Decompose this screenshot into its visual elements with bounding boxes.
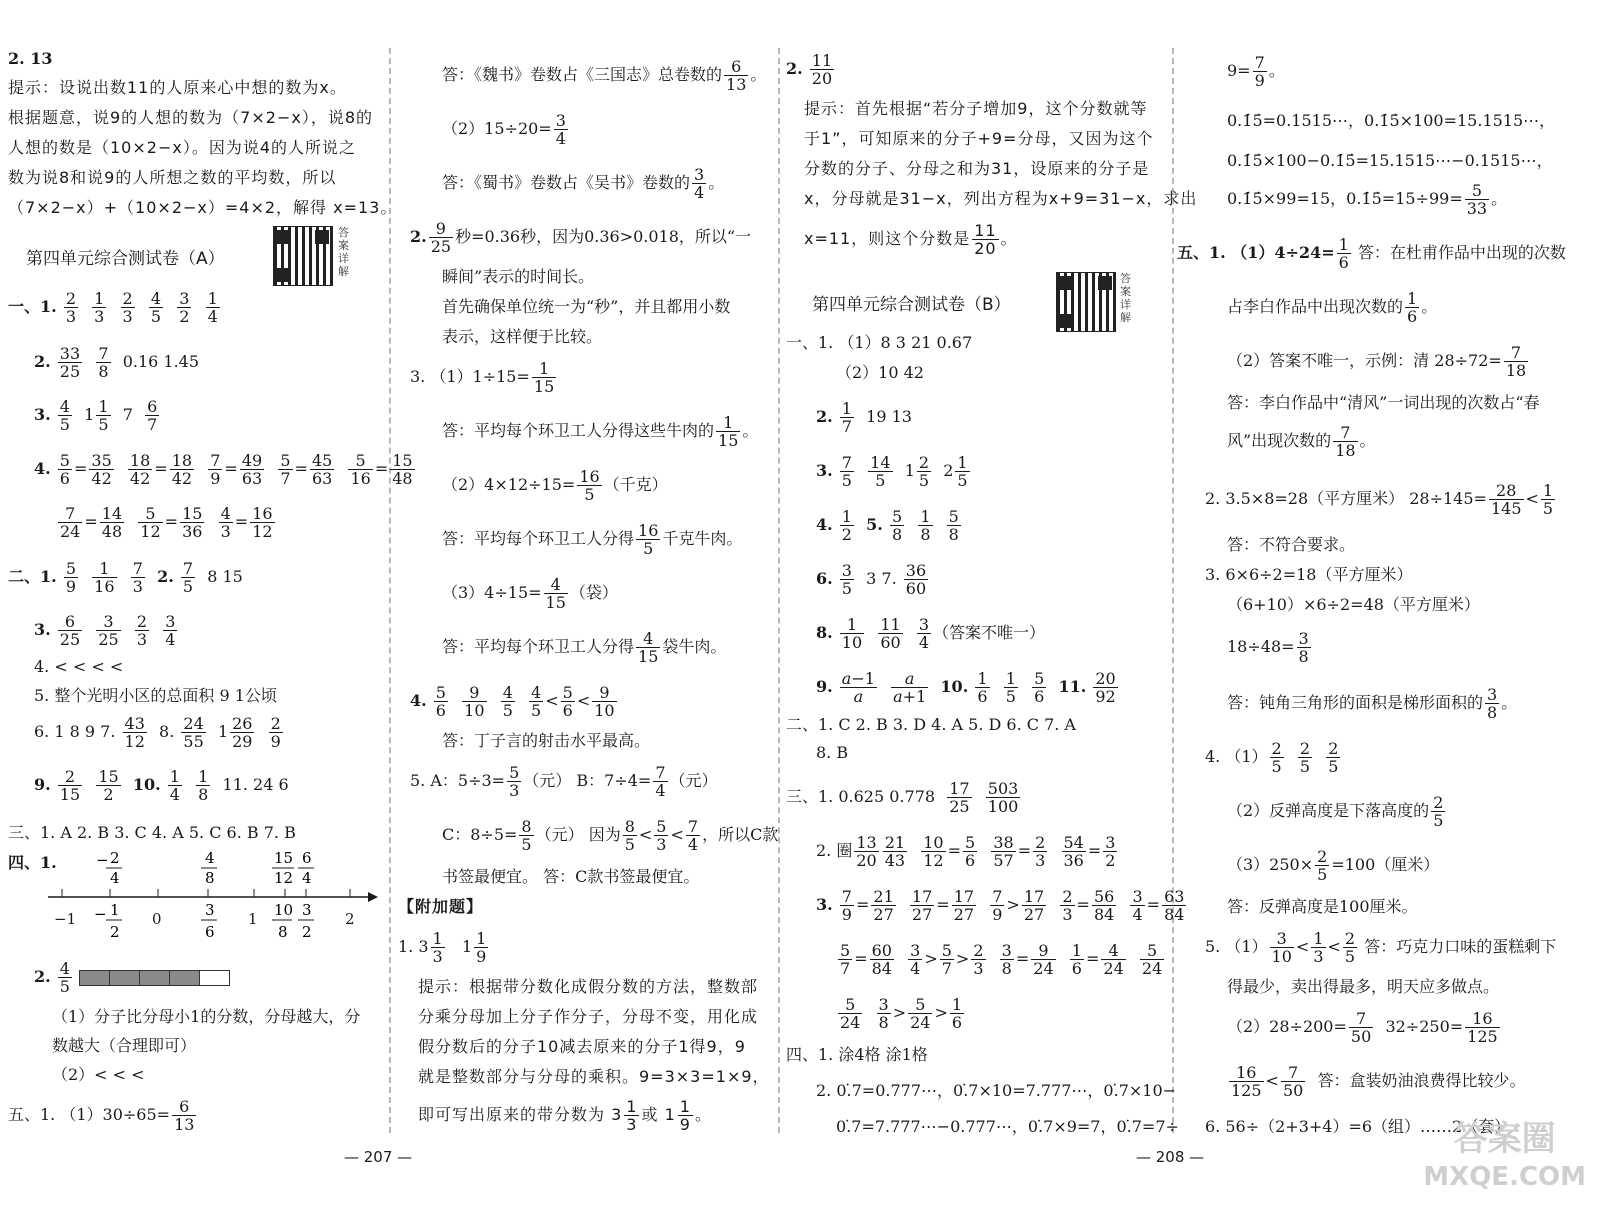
answer-line: 风”出现次数的 $\frac{7}{18}$ 。 xyxy=(1227,423,1376,460)
hint-line: 人想的数是（10×2−x）。因为说4的人所说之 xyxy=(8,138,357,157)
answer-line: 5. A：5÷3= $\frac{5}{3}$ （元） B：7÷4= $\frac{7}{4}$ （元） xyxy=(410,763,718,800)
answer-line: （1）分子比分母小1的分数，分母越大，分 xyxy=(52,1007,361,1026)
answer-line: 二、1. $\frac{5}{9}$ $\frac{1}{16}$ $\frac{7}{3}$ 2. $\frac{7}{5}$ 8 15 xyxy=(8,559,243,596)
number-line-label: 2 xyxy=(345,910,355,928)
answer-line: 2. $\frac{9}{25}$ 秒=0.36秒，因为0.36>0.018，所以“一 xyxy=(410,219,752,256)
hint-line: 数为说8和说9的人所想之数的平均数，所以 xyxy=(8,168,337,187)
answer-line: 数越大（合理即可） xyxy=(52,1036,197,1055)
answer-line: 5. 整个光明小区的总面积 9 1公顷 xyxy=(34,686,277,705)
answer-line: 2. $\frac{33}{25}$ $\frac{7}{8}$ 0.16 1.45 xyxy=(34,344,200,381)
answer-line: （2）28÷200= $\frac{7}{50}$ 32÷250= $\frac{16}{125}$ xyxy=(1227,1009,1498,1046)
fraction-label: 12 xyxy=(274,869,294,887)
fraction-label: 2 xyxy=(110,923,120,941)
hint-line: 分数的分子、分母之和为31，设原来的分子是 xyxy=(804,159,1150,178)
answer-line: 18÷48= $\frac{3}{8}$ xyxy=(1227,629,1309,666)
fraction-label: 3 xyxy=(205,901,215,919)
section-title: 【附加题】 xyxy=(398,897,484,916)
answer-line: 0.1̇5̇×99=15，0.1̇5̇=15÷99= $\frac{5}{33}$ 。 xyxy=(1227,181,1508,218)
answer-line: 5. （1） $\frac{3}{10}$ < $\frac{1}{3}$ < $\frac{2}{5}$ 答：巧克力口味的蛋糕剩下 xyxy=(1205,929,1557,966)
fraction-label: 6 xyxy=(205,923,215,941)
answer-line: 1. 3 $\frac{1}{3}$ 1 $\frac{1}{9}$ xyxy=(398,929,487,966)
number-line-label: 0 xyxy=(152,910,162,928)
fraction-label: 2 xyxy=(110,849,120,867)
answer-line: 6. 1 8 9 7. $\frac{43}{12}$ 8. $\frac{24}{55}$ 1 $\frac{26}{29}$ $\frac{2}{9}$ xyxy=(34,714,281,751)
answer-line: （2）反弹高度是下落高度的 $\frac{2}{5}$ xyxy=(1227,793,1444,830)
hint-line: 假分数后的分子10减去原来的分子1得9，9 xyxy=(418,1037,746,1056)
answer-line: 瞬间”表示的时间长。 xyxy=(442,267,595,286)
answer-line: 2. 3.5×8=28（平方厘米） 28÷145= $\frac{28}{145}$ < $\frac{1}{5}$ xyxy=(1205,481,1554,518)
fraction-label: 15 xyxy=(274,849,294,867)
answer-line: 2. 0.̇7=0.777⋯，0.̇7×10=7.777⋯，0.̇7×10− xyxy=(816,1081,1177,1100)
answer-line: 答：反弹高度是100厘米。 xyxy=(1227,897,1418,916)
answer-line: 一、1. $\frac{2}{3}$ $\frac{1}{3}$ $\frac{2}{3}$ $\frac{4}{5}$ $\frac{3}{2}$ $\frac{1}{4}$ xyxy=(8,289,218,326)
page-number: — 207 — xyxy=(344,1148,413,1166)
answer-line: 一、1. （1）8 3 21 0.67 xyxy=(786,333,973,352)
answer-line: （2）< < < xyxy=(52,1065,145,1084)
column-divider xyxy=(1172,48,1174,1133)
hint-line: 就是整数部分与分母的乘积。9=3×3=1×9， xyxy=(418,1067,770,1086)
answer-line: （3）4÷15= $\frac{4}{15}$ （袋） xyxy=(442,575,618,612)
answer-line: 4. < < < < xyxy=(34,657,124,676)
fraction-label: − xyxy=(94,905,107,923)
watermark-title: 答案圈 xyxy=(1453,1119,1556,1159)
answer-line: 二、1. C 2. B 3. D 4. A 5. D 6. C 7. A xyxy=(786,715,1076,734)
answer-line: 五、1. （1）4÷24= $\frac{1}{6}$ 答：在杜甫作品中出现的次数 xyxy=(1177,235,1566,272)
number-line-label: 1 xyxy=(248,910,258,928)
answer-line: 9= $\frac{7}{9}$ 。 xyxy=(1227,53,1285,90)
answer-line: 3. $\frac{6}{25}$ $\frac{3}{25}$ $\frac{2}{3}$ $\frac{3}{4}$ xyxy=(34,612,176,649)
page-number: — 208 — xyxy=(1136,1148,1205,1166)
answer-line: 答：平均每个环卫工人分得 $\frac{4}{15}$ 袋牛肉。 xyxy=(442,629,727,666)
answer-line: 2. 13 xyxy=(8,49,53,68)
answer-line: 8. B xyxy=(816,743,849,762)
answer-line: 4. （1） $\frac{2}{5}$ $\frac{2}{5}$ $\frac{2}{5}$ xyxy=(1205,739,1339,776)
section-title: 第四单元综合测试卷（B） xyxy=(812,295,1011,315)
fraction-label: 4 xyxy=(110,869,120,887)
answer-line: 五、1. （1）30÷65= $\frac{6}{13}$ xyxy=(8,1097,195,1134)
answer-line: 8. $\frac{1}{10}$ $\frac{11}{60}$ $\frac{3}{4}$ （答案不唯一） xyxy=(816,615,1046,652)
hint-line: 根据题意，说9的人想的数为（7×2−x），说8的 xyxy=(8,108,374,127)
answer-line: 答：平均每个环卫工人分得这些牛肉的 $\frac{1}{15}$ 。 xyxy=(442,413,759,450)
answer-line: 3. $\frac{4}{5}$ 1 $\frac{1}{5}$ 7 $\frac{6}{7}$ xyxy=(34,397,158,434)
answer-line: 四、1. xyxy=(8,853,57,872)
answer-line: 0.̇7=7.777⋯−0.777⋯，0.̇7×9=7，0.̇7=7÷ xyxy=(836,1117,1179,1136)
qr-code[interactable] xyxy=(1056,272,1116,332)
answer-line: 2. $\frac{1}{7}$ 19 13 xyxy=(816,399,912,436)
answer-line: 3. 6×6÷2=18（平方厘米） xyxy=(1205,565,1413,584)
answer-line: 占李白作品中出现次数的 $\frac{1}{6}$ 。 xyxy=(1227,289,1438,326)
answer-line: $\frac{5}{7}$ = $\frac{60}{84}$ $\frac{3}{4}$ > $\frac{5}{7}$ > $\frac{2}{3}$ $\frac{3}{8}$ = $\frac{9}{24}$ $\frac{1}{6}$ = $\frac{4}{24}$ $\frac{5}{24}$ xyxy=(840,941,1163,978)
answer-line: 答：李白作品中“清风”一词出现的次数占“春 xyxy=(1227,393,1540,412)
answer-line: 四、1. 涂4格 涂1格 xyxy=(786,1045,928,1064)
answer-line: （3）250× $\frac{2}{5}$ =100（厘米） xyxy=(1227,847,1440,884)
answer-line: 答：不符合要求。 xyxy=(1227,535,1356,554)
answer-line: $\frac{16}{125}$ < $\frac{7}{50}$ 答：盒装奶油浪费得比较少。 xyxy=(1231,1063,1526,1100)
answer-line: 三、1. 0.625 0.778 $\frac{17}{25}$ $\frac{503}{100}$ xyxy=(786,779,1019,816)
answer-line: 答：平均每个环卫工人分得 $\frac{16}{5}$ 千克牛肉。 xyxy=(442,521,743,558)
answer-line: 3. （1）1÷15= $\frac{1}{15}$ xyxy=(410,359,555,396)
qr-caption: 答案详解 xyxy=(338,226,349,278)
fraction-label: 3 xyxy=(302,901,312,919)
fraction-label: 4 xyxy=(302,869,312,887)
answer-line: 4. $\frac{5}{6}$ $\frac{9}{10}$ $\frac{4}{5}$ $\frac{4}{5}$ < $\frac{5}{6}$ < $\frac{9}{10}$ xyxy=(410,683,615,720)
answer-line: 6. $\frac{3}{5}$ 3 7. $\frac{36}{60}$ xyxy=(816,561,927,598)
hint-line: x，分母就是31−x，列出方程为x+9=31−x，求出 xyxy=(804,189,1198,208)
answer-line: 3. $\frac{7}{5}$ $\frac{14}{5}$ 1 $\frac{2}{5}$ 2 $\frac{1}{5}$ xyxy=(816,453,968,490)
answer-line: 2. $\frac{11}{20}$ xyxy=(786,51,833,88)
fraction-label: 2 xyxy=(302,923,312,941)
fraction-label: 8 xyxy=(278,923,288,941)
answer-line: 4. $\frac{5}{6}$ = $\frac{35}{42}$ $\frac{18}{42}$ = $\frac{18}{42}$ $\frac{7}{9}$ = $\frac{49}{63}$ $\frac{5}{7}$ = $\frac{45}{63}$ $\frac{5}{16}$ = $\frac{15}{48}$ xyxy=(34,451,413,488)
answer-line: 三、1. A 2. B 3. C 4. A 5. C 6. B 7. B xyxy=(8,823,296,842)
fraction-label: 1 xyxy=(110,901,120,919)
answer-line: 9. $\frac{2}{15}$ $\frac{15}{2}$ 10. $\frac{1}{4}$ $\frac{1}{8}$ 11. 24 6 xyxy=(34,767,289,804)
answer-line: 2. 圈 $\frac{13}{20}$ $\frac{21}{43}$ $\frac{10}{12}$ = $\frac{5}{6}$ $\frac{38}{57}$ = $\frac{2}{3}$ $\frac{54}{36}$ = $\frac{3}{2}$ xyxy=(816,833,1116,870)
fraction-label: 4 xyxy=(205,849,215,867)
watermark-logo xyxy=(1423,1120,1586,1196)
answer-line: 首先确保单位统一为“秒”，并且都用小数 xyxy=(442,297,731,316)
hint-line: 提示：首先根据“若分子增加9，这个分数就等 xyxy=(804,99,1148,118)
hint-line: 提示：根据带分数化成假分数的方法，整数部 xyxy=(418,977,759,996)
watermark-url: MXQE.COM xyxy=(1423,1162,1586,1192)
fraction-bar-model xyxy=(79,967,229,986)
answer-line: C：8÷5= $\frac{8}{5}$ （元） 因为 $\frac{8}{5}$ < $\frac{5}{3}$ < $\frac{7}{4}$ ，所以C款 xyxy=(442,817,779,854)
number-line-label: −1 xyxy=(54,910,77,928)
fraction-label: 8 xyxy=(205,869,215,887)
number-line-arrow xyxy=(368,892,378,902)
answer-line: $\frac{7}{24}$ = $\frac{14}{48}$ $\frac{5}{12}$ = $\frac{15}{36}$ $\frac{4}{3}$ = $\frac{16}{12}$ xyxy=(60,504,273,541)
hint-line: 分乘分母加上分子作分子，分母不变，用化成 xyxy=(418,1007,759,1026)
answer-line: 书签最便宜。 答：C款书签最便宜。 xyxy=(442,867,700,886)
answer-line: 答：《蜀书》卷数占《吴书》卷数的 $\frac{3}{4}$ 。 xyxy=(442,165,725,202)
hint-line: （7×2−x）+（10×2−x）=4×2，解得 x=13。 xyxy=(8,198,398,217)
qr-code[interactable] xyxy=(273,226,333,286)
answer-line: 答：丁子言的射击水平最高。 xyxy=(442,731,651,750)
section-title: 第四单元综合测试卷（A） xyxy=(26,249,225,269)
answer-line: 6. 56÷（2+3+4）=6（组）……2（套） xyxy=(1205,1117,1511,1136)
answer-line: （2）答案不唯一，示例：清 28÷72= $\frac{7}{18}$ xyxy=(1227,343,1527,380)
hint-line: 即可写出原来的带分数为 3 $\frac{1}{3}$ 或 1 $\frac{1}{9}$ 。 xyxy=(418,1097,712,1134)
answer-line: 表示，这样便于比较。 xyxy=(442,327,603,346)
answer-line: 0.1̇5̇=0.1515⋯，0.1̇5̇×100=15.1515⋯， xyxy=(1227,111,1556,130)
fraction-label: 10 xyxy=(274,901,294,919)
answer-line: $\frac{5}{24}$ $\frac{3}{8}$ > $\frac{5}{24}$ > $\frac{1}{6}$ xyxy=(840,995,963,1032)
number-line xyxy=(48,845,378,955)
answer-line: 得最少，卖出得最多，明天应多做点。 xyxy=(1227,977,1500,996)
answer-line: （2）15÷20= $\frac{3}{4}$ xyxy=(442,111,566,148)
answer-line: 4. $\frac{1}{2}$ 5. $\frac{5}{8}$ $\frac{1}{8}$ $\frac{5}{8}$ xyxy=(816,507,959,544)
answer-line: （2）4×12÷15= $\frac{16}{5}$ （千克） xyxy=(442,467,668,504)
fraction-label: 6 xyxy=(302,849,312,867)
hint-line: x=11，则这个分数是 $\frac{11}{20}$ 。 xyxy=(804,221,1018,258)
hint-line: 提示：设说出数11的人原来心中想的数为x。 xyxy=(8,78,347,97)
answer-line: 答：《魏书》卷数占《三国志》总卷数的 $\frac{6}{13}$ 。 xyxy=(442,57,767,94)
answer-line: （2）10 42 xyxy=(836,363,924,382)
answer-line: 2. $\frac{4}{5}$ xyxy=(34,960,229,995)
answer-line: 9. $\frac{a-1}{a}$ $\frac{a}{a+1}$ 10. $\frac{1}{6}$ $\frac{1}{5}$ $\frac{5}{6}$ 11. $\frac{20}{92}$ xyxy=(816,669,1116,706)
answer-line: （6+10）×6÷2=48（平方厘米） xyxy=(1227,595,1480,614)
answer-line: 3. $\frac{7}{9}$ = $\frac{21}{27}$ $\frac{17}{27}$ = $\frac{17}{27}$ $\frac{7}{9}$ > $\frac{17}{27}$ $\frac{2}{3}$ = $\frac{56}{84}$ $\frac{3}{4}$ = $\frac{63}{84}$ xyxy=(816,887,1185,924)
answer-line: 答：钝角三角形的面积是梯形面积的 $\frac{3}{8}$ 。 xyxy=(1227,685,1518,722)
fraction-label: − xyxy=(96,851,109,869)
qr-caption: 答案详解 xyxy=(1120,272,1131,324)
column-divider xyxy=(778,48,780,1133)
hint-line: 于1”，可知原来的分子+9=分母，又因为这个 xyxy=(804,129,1154,148)
answer-line: 0.1̇5̇×100−0.1̇5̇=15.1515⋯−0.1515⋯， xyxy=(1227,151,1553,170)
